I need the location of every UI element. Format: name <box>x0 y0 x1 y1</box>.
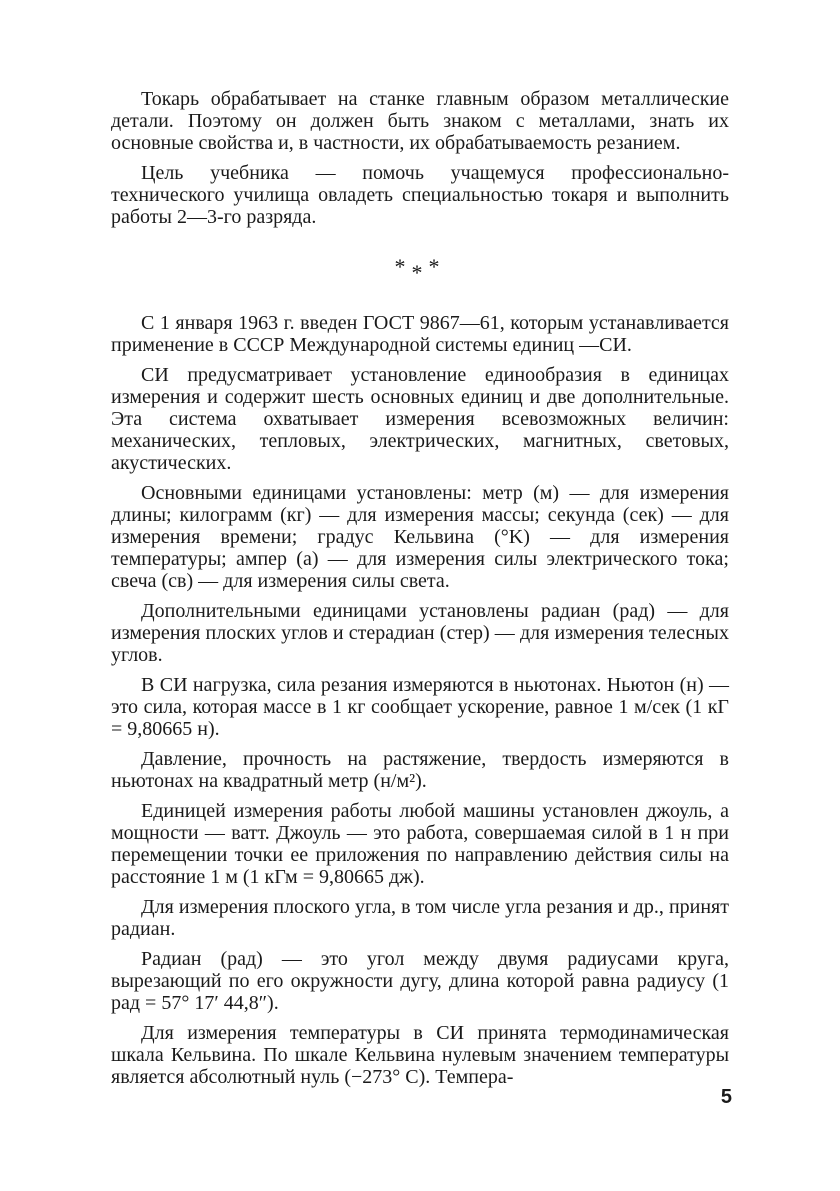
paragraph: Единицей измерения работы любой машины установлен джоуль, а мощности — ватт. Джоуль — это работа, совершаемая силой в 1 н при перемещении точки ее приложения по направлению действия силы на расстояние 1 м (1 кГм = 9,80665 дж). <box>111 800 729 888</box>
paragraph: СИ предусматривает установление единообразия в единицах измерения и содержит шесть основных единиц и две дополнительные. Эта система охватывает измерения всевозможных величин: механических, тепловых, электрических, магнитных, световых, акустических. <box>111 364 729 474</box>
intro-section <box>111 88 729 228</box>
paragraph: Цель учебника — помочь учащемуся профессионально-технического училища овладеть специальностью токаря и выполнить работы 2—3-го разряда. <box>111 162 729 228</box>
paragraph: Для измерения плоского угла, в том числе угла резания и др., принят радиан. <box>111 896 729 940</box>
paragraph: Радиан (рад) — это угол между двумя радиусами круга, вырезающий по его окружности дугу, длина которой равна радиусу (1 рад = 57° 17′ 44,8″). <box>111 948 729 1014</box>
page-number: 5 <box>720 1086 732 1108</box>
page-body <box>111 88 729 1096</box>
paragraph: Давление, прочность на растяжение, твердость измеряются в ньютонах на квадратный метр (н/м²). <box>111 748 729 792</box>
paragraph: Токарь обрабатывает на станке главным образом металлические детали. Поэтому он должен быть знаком с металлами, знать их основные свойства и, в частности, их обрабатываемость резанием. <box>111 88 729 154</box>
paragraph: Дополнительными единицами установлены радиан (рад) — для измерения плоских углов и стерадиан (стер) — для измерения телесных углов. <box>111 600 729 666</box>
asterisk: * <box>394 254 412 279</box>
section-separator <box>111 254 729 285</box>
paragraph: Для измерения температуры в СИ принята термодинамическая шкала Кельвина. По шкале Кельвина нулевым значением температуры является абсолютный нуль (−273° С). Темпера- <box>111 1022 729 1088</box>
paragraph: В СИ нагрузка, сила резания измеряются в ньютонах. Ньютон (н) — это сила, которая массе в 1 кг сообщает ускорение, равное 1 м/сек (1 кГ = 9,80665 н). <box>111 674 729 740</box>
paragraph: Основными единицами установлены: метр (м) — для измерения длины; килограмм (кг) — для измерения массы; секунда (сек) — для измерения времени; градус Кельвина (°K) — для измерения температуры; ампер (а) — для измерения силы электрического тока; свеча (св) — для измерения силы света. <box>111 482 729 592</box>
asterisk: * <box>411 260 429 285</box>
asterisk: * <box>428 254 446 279</box>
paragraph: С 1 января 1963 г. введен ГОСТ 9867—61, которым устанавливается применение в СССР Международной системы единиц —СИ. <box>111 312 729 356</box>
main-section <box>111 312 729 1088</box>
